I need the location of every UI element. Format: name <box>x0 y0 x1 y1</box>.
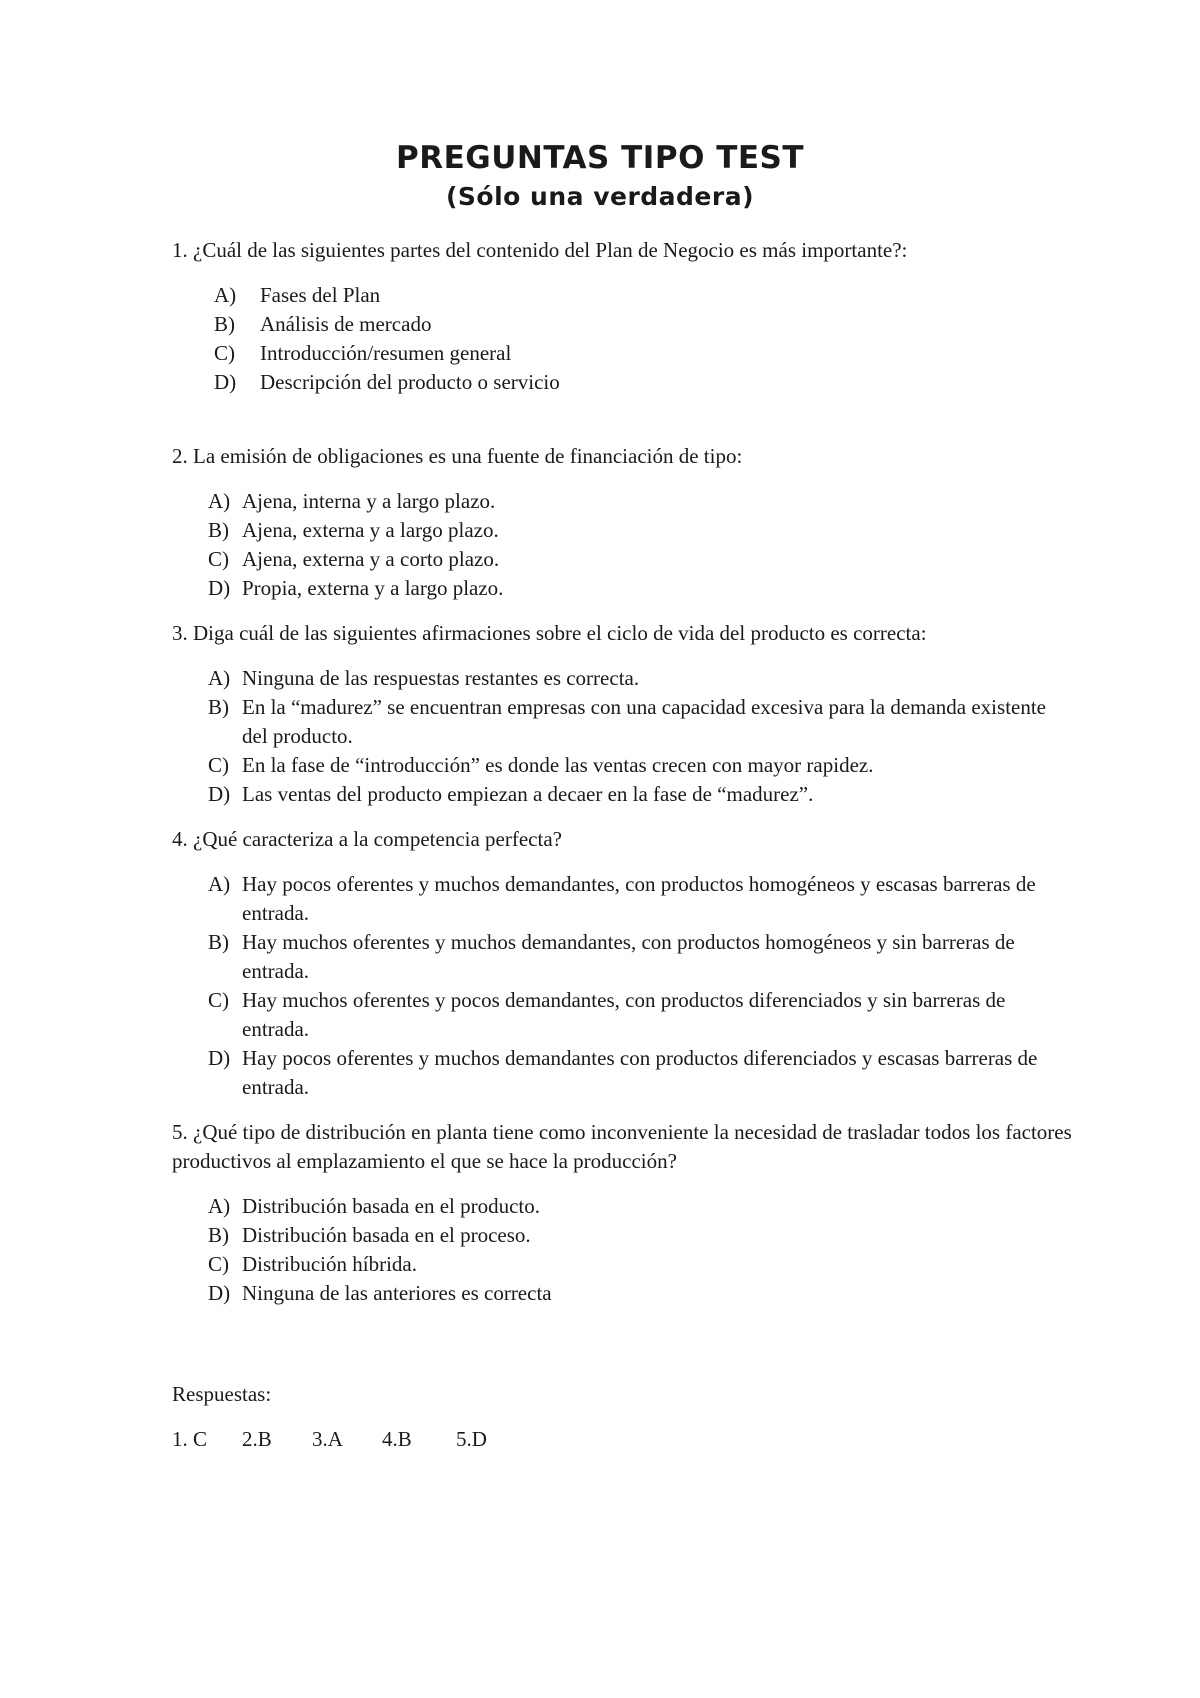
answer-item: 2.B <box>242 1427 272 1451</box>
option-letter: B) <box>208 695 229 719</box>
option-letter: A) <box>214 283 237 307</box>
option-letter: B) <box>208 518 229 542</box>
option <box>208 751 1072 780</box>
question-3: 3. Diga cuál de las siguientes afirmaciones sobre el ciclo de vida del producto es correcta: <box>172 621 927 645</box>
option-text: Fases del Plan <box>260 283 381 307</box>
option <box>214 339 1072 368</box>
option-letter: D) <box>208 1281 231 1305</box>
option-text: Ajena, interna y a largo plazo. <box>242 489 496 513</box>
page-title: PREGUNTAS TIPO TEST <box>395 140 805 176</box>
option-letter: A) <box>208 872 231 896</box>
option-text: Hay pocos oferentes y muchos demandantes con productos diferenciados y escasas barreras de entrada. <box>242 1046 1038 1099</box>
option <box>208 1250 1072 1279</box>
question-2-options <box>208 487 1072 603</box>
option-letter: B) <box>208 1223 229 1247</box>
option-letter: D) <box>208 1046 231 1070</box>
option <box>214 281 1072 310</box>
option-text: Introducción/resumen general <box>260 341 512 365</box>
option-text: Ninguna de las respuestas restantes es correcta. <box>242 666 640 690</box>
question-5: 5. ¿Qué tipo de distribución en planta tiene como inconveniente la necesidad de trasladar todos los factores productivos al emplazamiento el que se hace la producción? <box>172 1120 1072 1173</box>
option <box>208 545 1072 574</box>
option-letter: B) <box>208 930 229 954</box>
option-text: Hay muchos oferentes y pocos demandantes, con productos diferenciados y sin barreras de entrada. <box>242 988 1006 1041</box>
question-1-options <box>214 281 1072 397</box>
option-letter: C) <box>208 988 229 1012</box>
option-text: Hay muchos oferentes y muchos demandantes, con productos homogéneos y sin barreras de entrada. <box>242 930 1015 983</box>
option <box>208 693 1072 751</box>
option-letter: A) <box>208 1194 231 1218</box>
answer-item: 5.D <box>456 1427 487 1451</box>
option <box>208 870 1072 928</box>
option-letter: C) <box>208 753 229 777</box>
question-5-options <box>208 1192 1072 1308</box>
option-text: Propia, externa y a largo plazo. <box>242 576 504 600</box>
option-letter: A) <box>208 489 231 513</box>
option <box>208 986 1072 1044</box>
option-letter: D) <box>214 370 237 394</box>
option-text: Distribución basada en el proceso. <box>242 1223 531 1247</box>
option-letter: A) <box>208 666 231 690</box>
answer-item: 1. C <box>172 1427 208 1451</box>
option-text: Distribución híbrida. <box>242 1252 417 1276</box>
questions-section <box>172 236 1072 1454</box>
option-letter: D) <box>208 576 231 600</box>
option-text: Ajena, externa y a largo plazo. <box>242 518 499 542</box>
option <box>208 1221 1072 1250</box>
option <box>208 487 1072 516</box>
option <box>214 368 1072 397</box>
option-letter: C) <box>214 341 235 365</box>
question-4-options <box>208 870 1072 1102</box>
question-1: 1. ¿Cuál de las siguientes partes del contenido del Plan de Negocio es más importante?: <box>172 238 908 262</box>
answer-item: 4.B <box>382 1427 412 1451</box>
option-text: Ninguna de las anteriores es correcta <box>242 1281 552 1305</box>
option <box>208 1279 1072 1308</box>
option <box>208 574 1072 603</box>
page-subtitle: (Sólo una verdadera) <box>445 182 755 211</box>
question-3-options <box>208 664 1072 809</box>
option-text: Hay pocos oferentes y muchos demandantes, con productos homogéneos y escasas barreras de entrada. <box>242 872 1036 925</box>
option-letter: D) <box>208 782 231 806</box>
answers-list <box>172 1425 1072 1454</box>
option <box>208 1044 1072 1102</box>
option-text: Ajena, externa y a corto plazo. <box>242 547 500 571</box>
option-text: En la fase de “introducción” es donde las ventas crecen con mayor rapidez. <box>242 753 874 777</box>
option <box>208 664 1072 693</box>
answers-label: Respuestas: <box>172 1382 272 1406</box>
option <box>208 1192 1072 1221</box>
option-text: Las ventas del producto empiezan a decaer en la fase de “madurez”. <box>242 782 814 806</box>
option-text: Análisis de mercado <box>260 312 432 336</box>
option <box>214 310 1072 339</box>
question-4: 4. ¿Qué caracteriza a la competencia perfecta? <box>172 827 562 851</box>
option-text: Distribución basada en el producto. <box>242 1194 540 1218</box>
option-letter: C) <box>208 547 229 571</box>
answer-item: 3.A <box>312 1427 343 1451</box>
option <box>208 780 1072 809</box>
option-letter: B) <box>214 312 235 336</box>
question-2: 2. La emisión de obligaciones es una fuente de financiación de tipo: <box>172 444 743 468</box>
option <box>208 928 1072 986</box>
option <box>208 516 1072 545</box>
option-text: Descripción del producto o servicio <box>260 370 560 394</box>
option-text: En la “madurez” se encuentran empresas con una capacidad excesiva para la demanda existente del producto. <box>242 695 1046 748</box>
option-letter: C) <box>208 1252 229 1276</box>
